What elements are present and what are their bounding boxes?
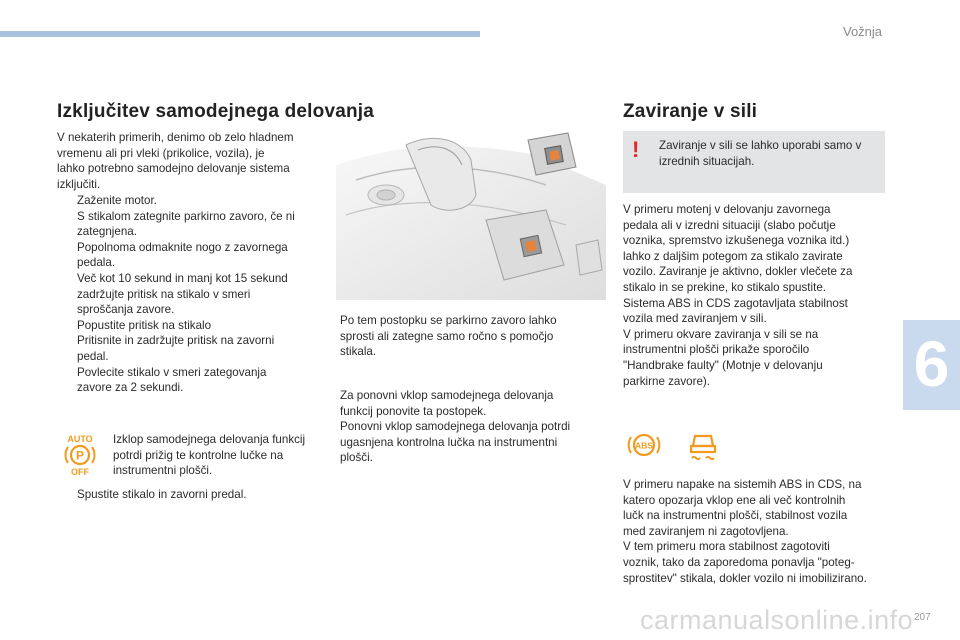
section-title-emergency-braking: Zaviranje v sili	[623, 101, 758, 122]
header-accent-bar	[0, 31, 480, 37]
list-item: Povlecite stikalo v smeri zategovanja zavore za 2 sekundi.	[77, 365, 267, 395]
chapter-title: Vožnja	[843, 24, 883, 39]
right-para-2: V primeru napake na sistemih ABS in CDS, na katero opozarja vklop ene ali več kontrolnih lučk na instrumentni plošči, stabilnost vozila med zaviranjem ni zagotovljena. V tem primeru mora stabilnost zagotoviti voznik, tako da zaporedoma ponavlja "poteg- sprostitev" stikala, dokler vozilo ni imobilizirano.	[623, 478, 867, 585]
list-item: S stikalom zategnite parkirno zavoro, če ni zategnjena.	[77, 209, 295, 239]
right-para-1: V primeru motenj v delovanju zavornega pedala ali v izredni situaciji (slabo počutje voznika, spremstvo izkušenega voznika itd.) lahko z daljšim potegom za stikalo zavirate vozilo. Zaviranje je aktivno, dokler vlečete za stikalo in se prekine, ko stikalo spustite. Sistema ABS in CDS zagotavljata stabilnost vozila med zaviranjem v sili. V primeru okvare zaviranja v sili se na instrumentni plošči prikaže sporočilo "Handbrake faulty" (Motnje v delovanju parkirne zavore).	[623, 203, 853, 388]
svg-text:ABS: ABS	[635, 440, 653, 451]
auto-p-off-warning-icon	[60, 433, 100, 477]
list-item: Zaženite motor.	[77, 194, 157, 207]
list-item: Pritisnite in zadržujte pritisk na zavorni pedal.	[77, 334, 275, 363]
warning-text: Zaviranje v sili se lahko uporabi samo v izrednih situacijah.	[659, 139, 862, 168]
warning-exclamation-icon: !	[632, 137, 640, 162]
page-number: 207	[914, 612, 931, 623]
middle-para-1: Po tem postopku se parkirno zavoro lahko sprosti ali zategne samo ročno s pomočjo stikala.	[340, 314, 557, 359]
final-step	[57, 487, 327, 503]
auto-off-note: Izklop samodejnega delovanja funkcij potrdi prižig te kontrolne lučke na instrumentni plošči.	[113, 433, 306, 478]
section-title-auto-off: Izključitev samodejnega delovanja	[57, 101, 375, 122]
list-item: Več kot 10 sekund in manj kot 15 sekund zadržujte pritisk na stikalo v smeri sproščanja zavore.	[77, 271, 288, 317]
left-intro: V nekaterih primerih, denimo ob zelo hladnem vremenu ali pri vleki (prikolice, vozila), je lahko potrebno samodejno delovanje sistema izključiti.	[57, 131, 294, 191]
list-item: Popustite pritisk na stikalo	[77, 318, 212, 332]
svg-text:P: P	[75, 448, 85, 463]
steps-list	[57, 193, 327, 396]
list-item: Spustite stikalo in zavorni predal.	[77, 488, 247, 501]
svg-text:AUTO: AUTO	[67, 434, 93, 444]
list-item: Popolnoma odmaknite nogo z zavornega pedala.	[77, 240, 288, 270]
stability-control-warning-icon	[683, 424, 723, 464]
middle-para-2: Za ponovni vklop samodejnega delovanja funkcij ponovite ta postopek. Ponovni vklop samodejnega delovanja potrdi ugasnjena kontrolna lučka na instrumentni plošči.	[340, 389, 571, 465]
watermark: carmanualsonline.info	[640, 605, 914, 635]
chapter-number: 6	[913, 328, 950, 400]
abs-warning-icon	[624, 429, 664, 461]
parking-brake-switch-illustration	[336, 125, 606, 300]
svg-text:OFF: OFF	[71, 467, 89, 477]
